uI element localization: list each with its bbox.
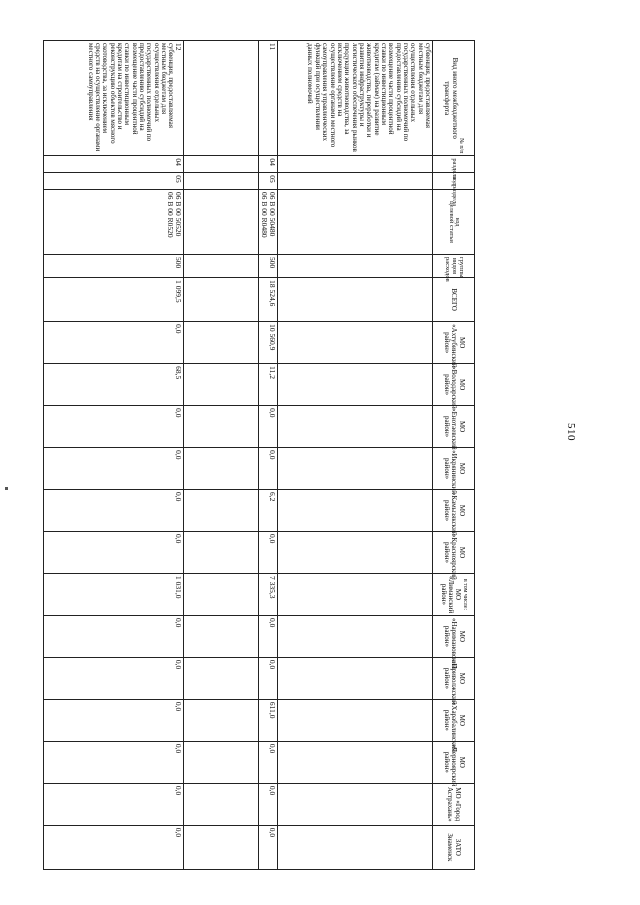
empty-cell <box>184 322 259 364</box>
empty-cell <box>184 741 259 783</box>
empty-cell <box>278 741 433 783</box>
row-number: 12 <box>174 43 184 51</box>
empty-cell <box>278 189 433 254</box>
row-value: 0,0 <box>44 490 184 532</box>
row-value: 0,0 <box>44 825 184 869</box>
header-code: код <box>454 217 461 227</box>
header-type-label: Вид иного межбюджетного трансферта <box>443 57 459 139</box>
budget-table <box>43 40 475 870</box>
empty-cell <box>184 657 259 699</box>
empty-cell <box>184 173 259 190</box>
empty-cell <box>184 532 259 574</box>
header-podrazdel: подраздела <box>433 173 475 190</box>
header-district: МО «Володарский район» <box>433 364 475 406</box>
page-number: 510 <box>565 423 577 441</box>
empty-cell <box>184 490 259 532</box>
row-value: 10 560,9 <box>259 322 278 364</box>
row-razdel: 04 <box>44 156 184 173</box>
row-value: 6,2 <box>259 490 278 532</box>
empty-cell <box>278 448 433 490</box>
row-value: 0,0 <box>259 448 278 490</box>
empty-cell <box>184 573 259 615</box>
empty-cell <box>278 615 433 657</box>
empty-cell <box>278 364 433 406</box>
header-district: МО «Ахтубинский район» <box>433 322 475 364</box>
header-no: № п/п <box>458 138 464 154</box>
table-row <box>44 41 184 870</box>
header-vid: группы видов расходов <box>433 255 475 278</box>
empty-cell <box>278 406 433 448</box>
row-tsel: 06 В 00 50520 06 В 00 R0520 <box>44 189 184 254</box>
row-podrazdel: 05 <box>259 173 278 190</box>
row-total: 1 099,5 <box>44 278 184 322</box>
empty-cell <box>278 322 433 364</box>
empty-cell <box>278 532 433 574</box>
header-district: МО «Город Астрахань» <box>433 783 475 825</box>
row-value: 0,0 <box>259 741 278 783</box>
header-type <box>433 41 475 156</box>
row-value: 611,0 <box>259 699 278 741</box>
empty-cell <box>184 255 259 278</box>
empty-cell <box>184 278 259 322</box>
row-text-top: субвенция, предоставляемая местным бюджетам для осуществления отдельных государственных полномочий по предоставлению субсидий на возмещение части процентной ставки по инвестиционным кредитам (займам) на развитие животноводства, переработки и развития инфраструктуры и логистического обеспечения рынков продукции животноводства, за исключением средств на осуществление органами местного самоуправления управленческих функций при осуществлении данных полномочий <box>278 41 433 156</box>
row-value: 0,0 <box>44 699 184 741</box>
row-value: 0,0 <box>44 741 184 783</box>
row-value: 0,0 <box>44 322 184 364</box>
empty-cell <box>278 699 433 741</box>
header-total: ВСЕГО <box>433 278 475 322</box>
empty-cell <box>278 278 433 322</box>
row-value: 0,0 <box>259 615 278 657</box>
empty-cell <box>278 825 433 869</box>
row-total: 18 524,6 <box>259 278 278 322</box>
header-row <box>433 41 475 870</box>
empty-cell <box>184 189 259 254</box>
empty-cell <box>184 406 259 448</box>
row-razdel: 04 <box>259 156 278 173</box>
empty-cell <box>278 490 433 532</box>
table-row <box>278 41 433 870</box>
empty-cell <box>278 573 433 615</box>
row-value: 0,0 <box>259 532 278 574</box>
empty-cell <box>184 699 259 741</box>
header-district: МО «Наримановский район» <box>433 615 475 657</box>
header-district-label: МО «Лиманский район» <box>439 575 463 614</box>
row-number: 11 <box>259 41 278 156</box>
row-value: 0,0 <box>44 657 184 699</box>
header-district: ЗАТО Знаменск <box>433 825 475 869</box>
empty-cell <box>184 825 259 869</box>
budget-table-rotated <box>45 40 475 870</box>
header-incl: в том числе: <box>461 578 468 611</box>
empty-cell <box>184 156 259 173</box>
empty-cell <box>184 615 259 657</box>
row-tsel: 06 В 00 50480 06 В 00 R0480 <box>259 189 278 254</box>
header-tsel-label: целевой статьи <box>447 201 455 243</box>
row-value: 7 335,3 <box>259 573 278 615</box>
row-value: 0,0 <box>44 448 184 490</box>
row-text <box>44 41 184 156</box>
header-district: МО «Енотаевский район» <box>433 406 475 448</box>
empty-cell <box>278 156 433 173</box>
empty-cell <box>184 448 259 490</box>
row-value: 1 031,0 <box>44 573 184 615</box>
header-razdel: раздела <box>433 156 475 173</box>
table-row <box>184 41 259 870</box>
row-value: 0,0 <box>44 783 184 825</box>
row-value: 0,0 <box>44 615 184 657</box>
row-description: субвенция, предоставляемая местным бюджетам для осуществления отдельных государственных полномочий по предоставлению субсидий на возмещение части процентной ставки по инвестиционным кредитам на строительство и реконструкцию объектов мясного скотоводства, за исключением средств на осуществление органами местного самоуправления <box>86 43 176 152</box>
empty-cell <box>184 364 259 406</box>
row-vid: 500 <box>259 255 278 278</box>
empty-cell <box>278 783 433 825</box>
row-value: 0,0 <box>259 783 278 825</box>
row-value: 0,0 <box>259 406 278 448</box>
row-podrazdel: 05 <box>44 173 184 190</box>
header-district: МО «Приволжский район» <box>433 657 475 699</box>
empty-cell <box>184 41 259 156</box>
row-vid: 500 <box>44 255 184 278</box>
row-value: 0,0 <box>259 825 278 869</box>
row-value: 11,2 <box>259 364 278 406</box>
empty-cell <box>184 783 259 825</box>
header-district: МО «Черноярский район» <box>433 741 475 783</box>
header-district <box>433 573 475 615</box>
empty-cell <box>278 657 433 699</box>
empty-cell <box>278 255 433 278</box>
scan-mark <box>5 487 8 490</box>
header-district: МО «Камызякский район» <box>433 490 475 532</box>
table-row <box>259 41 278 870</box>
header-district: МО «Харабалинский район» <box>433 699 475 741</box>
empty-cell <box>278 173 433 190</box>
row-value: 0,0 <box>44 406 184 448</box>
row-value: 0,0 <box>259 657 278 699</box>
row-value: 0,0 <box>44 532 184 574</box>
row-value: 68,5 <box>44 364 184 406</box>
header-district: МО «Икрянинский район» <box>433 448 475 490</box>
header-district: МО «Красноярский район» <box>433 532 475 574</box>
